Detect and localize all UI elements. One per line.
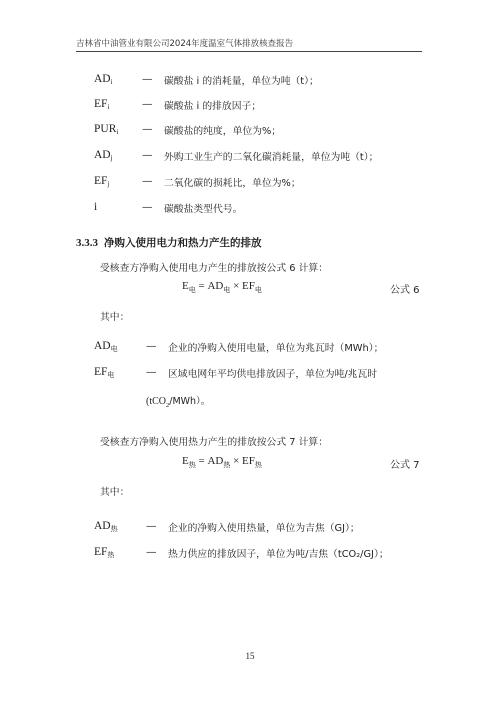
where-label: 其中： [100, 487, 130, 498]
header-title: 吉林省中油管业有限公司2024年度温室气体排放核查报告 [76, 39, 294, 49]
formula-6-label: 公式 6 [390, 285, 420, 296]
heat-intro: 受核查方净购入使用热力产生的排放按公式 7 计算： [100, 437, 328, 448]
definition-dash: — [146, 546, 157, 558]
definition-dash: — [142, 73, 153, 85]
definition-dash: — [142, 149, 153, 161]
definition-text: 区域电网年平均供电排放因子，单位为吨/兆瓦时 [168, 369, 378, 380]
definition-dash: — [146, 340, 157, 352]
definition-symbol: $EF_电$ [94, 366, 115, 379]
definition-dash: — [142, 175, 153, 187]
definition-dash: — [142, 123, 153, 135]
definition-symbol: $AD_j$ [94, 149, 113, 162]
definition-text: 碳酸盐的纯度，单位为%； [164, 126, 282, 137]
definition-symbol: $EF_热$ [94, 546, 115, 559]
section-number: 3.3.3 [76, 237, 98, 249]
definition-symbol: $EF_i$ [94, 98, 110, 111]
definition-symbol: $AD_i$ [94, 73, 113, 86]
definition-symbol: $EF_j$ [94, 175, 110, 188]
definition-symbol: $AD_热$ [94, 520, 118, 533]
definition-text: 碳酸盐类型代号。 [164, 204, 243, 215]
definition-dash: — [142, 201, 153, 213]
definition-text: 碳酸盐 i 的排放因子； [164, 101, 262, 112]
definition-dash: — [146, 520, 157, 532]
definition-dash: — [146, 366, 157, 378]
definition-text: 热力供应的排放因子，单位为吨/吉焦（tCO₂/GJ）； [168, 549, 389, 560]
formula-7: $E_热 = AD_热 \times EF_热$ [182, 455, 262, 470]
definition-text: 外购工业生产的二氧化碳消耗量，单位为吨（t）； [164, 152, 379, 163]
definition-text: 企业的净购入使用热量，单位为吉焦（GJ）； [168, 523, 360, 534]
formula-7-label: 公式 7 [390, 460, 420, 471]
electricity-intro: 受核查方净购入使用电力产生的排放按公式 6 计算： [100, 263, 328, 274]
definition-text: 碳酸盐 i 的消耗量，单位为吨（t）； [164, 76, 319, 87]
definition-symbol: $AD_电$ [94, 340, 118, 353]
section-heading [76, 235, 262, 250]
formula-6: $E_电 = AD_电 \times EF_电$ [182, 280, 262, 295]
where-label: 其中： [100, 312, 130, 323]
definition-dash: — [142, 98, 153, 110]
unit-continuation: (tCO$_2$/MWh）。 [146, 396, 211, 409]
header-divider [76, 51, 422, 52]
definition-text: 二氧化碳的损耗比，单位为%； [164, 178, 301, 189]
definition-symbol: $PUR_i$ [94, 123, 119, 136]
page-number: 15 [245, 651, 255, 661]
definition-text: 企业的净购入使用电量，单位为兆瓦时（MWh）； [168, 343, 384, 354]
definition-symbol: i [94, 201, 98, 213]
section-title: 净购入使用电力和热力产生的排放 [104, 237, 262, 249]
